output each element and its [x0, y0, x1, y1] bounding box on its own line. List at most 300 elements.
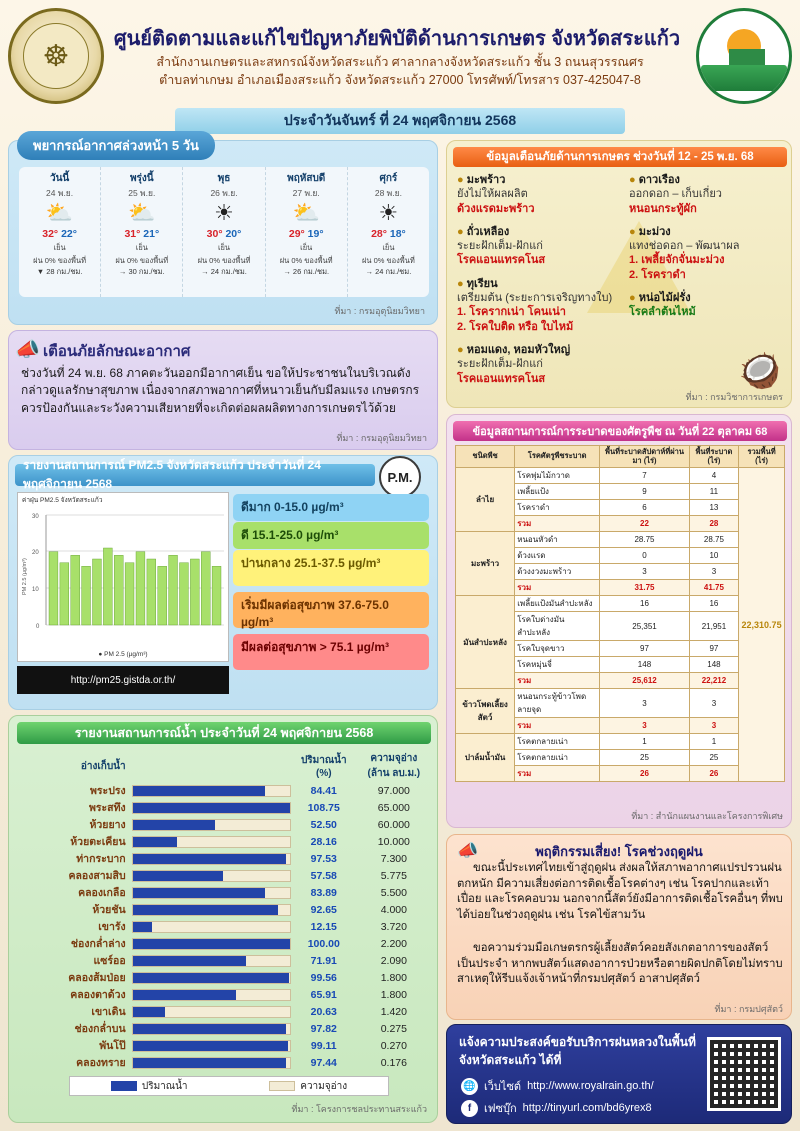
agri-warning-crop: ถั่วเหลือง — [466, 225, 510, 238]
water-row-pct: 84.41 — [310, 784, 337, 797]
table-row — [17, 884, 431, 901]
royal-rain-website-url[interactable]: http://www.royalrain.go.th/ — [527, 1080, 654, 1092]
pm25-level-unhealthy-start: เริ่มมีผลต่อสุขภาพ 37.6-75.0 µg/m³ — [233, 592, 429, 628]
agri-warning-pest: โรคแอนแทรคโนส — [457, 254, 546, 267]
forecast-low: 21° — [143, 228, 160, 240]
agri-warning-stage: ออกดอก – เก็บเกี่ยว — [629, 188, 722, 201]
water-row-pct: 57.58 — [310, 869, 337, 882]
pest-cur-cell: 148 — [689, 657, 738, 673]
agri-warning-item — [629, 291, 789, 320]
pm25-title: รายงานสถานการณ์ PM2.5 จังหวัดสระแก้ว ประจำวันที่ 24 พฤศจิกายน 2568 — [15, 464, 375, 486]
pest-sum-label: รวม — [515, 766, 600, 782]
agri-warning-title: ข้อมูลเตือนภัยด้านการเกษตร ช่วงวันที่ 12 - 25 พ.ย. 68 — [453, 147, 787, 167]
water-row-bar — [132, 918, 291, 935]
pest-prev-cell: 7 — [600, 468, 690, 484]
bullet-icon: ● — [457, 225, 464, 238]
water-row-bar — [132, 952, 291, 969]
water-row-bar — [132, 867, 291, 884]
water-row-cap: 1.800 — [380, 988, 407, 1001]
pest-sum-label: รวม — [515, 673, 600, 689]
forecast-rain: ฝน 0% ของพื้นที่ — [33, 256, 87, 266]
water-row-bar — [132, 1020, 291, 1037]
water-row-name: คลองตาด้วง — [70, 989, 126, 1001]
pest-cur-cell: 25 — [689, 750, 738, 766]
forecast-day — [183, 167, 265, 297]
agri-warning-left-column — [457, 173, 623, 395]
bullet-icon: ● — [457, 343, 464, 356]
forecast-day-name: ศุกร์ — [379, 173, 398, 184]
forecast-source: ที่มา : กรมอุตุนิยมวิทยา — [334, 306, 425, 316]
water-legend-volume: ปริมาณน้ำ — [141, 1080, 188, 1092]
agri-warning-pest: ด้วงแรดมะพร้าว — [457, 202, 535, 215]
page-title: ศูนย์ติดตามและแก้ไขปัญหาภัยพิบัติด้านการเกษตร จังหวัดสระแก้ว — [113, 28, 681, 50]
bullet-icon: ● — [457, 174, 464, 186]
agri-warning-crop: ทุเรียน — [466, 277, 498, 290]
pest-prev-cell: 3 — [600, 689, 690, 718]
water-row-pct: 99.56 — [310, 971, 337, 984]
royal-rain-facebook-label: เฟซบุ๊ก — [484, 1103, 517, 1115]
agri-warning-pest: 1. เพลี้ยจักจั่นมะม่วง — [629, 254, 725, 267]
bullet-icon: ● — [629, 174, 636, 186]
agri-warning-pest: 2. โรคราดำ — [629, 268, 686, 281]
forecast-day-name: พรุ่งนี้ — [129, 173, 154, 184]
pest-prev-cell: 28.75 — [600, 532, 690, 548]
water-col-bar — [132, 750, 291, 782]
water-row-cap: 2.090 — [380, 954, 407, 967]
pest-name-cell: โรคตกลายเน่า — [515, 734, 600, 750]
water-row-bar — [132, 1054, 291, 1071]
qr-code-icon — [707, 1037, 781, 1111]
water-row-cap: 65.000 — [377, 801, 410, 814]
weather-warning-body: ช่วงวันที่ 24 พ.ย. 68 ภาคตะวันออกมีอากาศเย็น ขอให้ประชาชนในบริเวณดังกล่าวดูแลรักษาสุขภาพ เนื่องจากสภาพอากาศที่หนาวเย็นกับมีลมแรง เกษตรกรควรป้องกันและระวังความเสียหายที่จะเกิดต่อผลผลิตทางการเกษตรไว้ด้วย — [21, 366, 420, 415]
water-legend — [69, 1076, 389, 1096]
pest-name-cell: โรคราดำ — [515, 500, 600, 516]
forecast-desc: เย็น — [382, 243, 395, 252]
royal-rain-facebook-url[interactable]: http://tinyurl.com/bd6yrex8 — [522, 1102, 652, 1114]
weather-warning-panel — [8, 330, 438, 450]
pest-sum-prev: 31.75 — [600, 580, 690, 596]
forecast-low: 18° — [389, 228, 406, 240]
forecast-high: 30° — [206, 228, 223, 240]
pest-prev-cell: 97 — [600, 641, 690, 657]
pest-cur-cell: 16 — [689, 596, 738, 612]
pest-name-cell: โรคตกลายเน่า — [515, 750, 600, 766]
forecast-low: 19° — [307, 228, 324, 240]
water-col-name: อ่างเก็บน้ำ — [80, 760, 126, 772]
water-col-pct: ปริมาณน้ำ (%) — [300, 755, 347, 779]
water-row-bar — [132, 816, 291, 833]
weather-icon: ⛅ — [292, 200, 320, 225]
ministry-of-agriculture-seal-icon: ☸ — [8, 8, 104, 104]
weather-icon: ⛅ — [45, 200, 74, 225]
pest-crop-cell: มันสำปะหลัง — [456, 596, 515, 689]
pest-cur-cell: 11 — [689, 484, 738, 500]
table-row — [456, 596, 785, 612]
table-row — [456, 468, 785, 484]
pm25-level-good: ดี 15.1-25.0 µg/m³ — [233, 522, 429, 549]
bullet-icon: ● — [457, 277, 464, 290]
forecast-day — [266, 167, 348, 297]
water-row-name: คลองสามสิบ — [68, 870, 126, 882]
table-row — [17, 782, 431, 799]
svg-text:30: 30 — [32, 514, 39, 520]
megaphone-icon: 📣 — [457, 841, 479, 860]
water-row-cap: 0.176 — [380, 1056, 407, 1069]
pest-name-cell: ด้วงแรด — [515, 548, 600, 564]
pest-sum-label: รวม — [515, 580, 600, 596]
pest-col-crop: ชนิดพืช — [456, 446, 515, 468]
pest-name-cell: โรคหมุ่นจี่ — [515, 657, 600, 673]
water-row-name: ห้วยชัน — [92, 904, 126, 916]
forecast-wind: → 30 กม./ชม. — [118, 267, 165, 277]
water-row-name: ท่ากระบาก — [76, 853, 126, 865]
pest-prev-cell: 25 — [600, 750, 690, 766]
water-title: รายงานสถานการณ์น้ำ ประจำวันที่ 24 พฤศจิกายน 2568 — [17, 722, 431, 744]
pest-sum-label: รวม — [515, 516, 600, 532]
water-row-name: ห้วยตะเคียน — [70, 836, 126, 848]
forecast-wind: → 26 กม./ชม. — [283, 267, 330, 277]
forecast-day-date: 26 พ.ย. — [210, 188, 238, 198]
forecast-wind: ▼ 28 กม./ชม. — [36, 267, 83, 277]
forecast-days — [19, 167, 429, 297]
pest-crop-cell: ลำไย — [456, 468, 515, 532]
pest-name-cell: ด้วงงวงมะพร้าว — [515, 564, 600, 580]
water-row-pct: 12.15 — [310, 920, 337, 933]
pm25-chart-svg — [18, 505, 230, 655]
water-row-bar — [132, 935, 291, 952]
pm25-level-unhealthy: มีผลต่อสุขภาพ > 75.1 µg/m³ — [233, 634, 429, 670]
svg-text:10: 10 — [32, 587, 39, 593]
facebook-icon: f — [461, 1100, 478, 1117]
water-source: ที่มา : โครงการชลประทานสระแก้ว — [291, 1104, 427, 1114]
forecast-wind: → 24 กม./ชม. — [365, 267, 412, 277]
water-row-cap: 1.800 — [380, 971, 407, 984]
pest-prev-cell: 148 — [600, 657, 690, 673]
water-row-pct: 71.91 — [310, 954, 337, 967]
table-row — [456, 532, 785, 548]
agri-warning-crop: มะม่วง — [638, 225, 671, 238]
water-row-name: คลองเกลือ — [78, 887, 126, 899]
svg-text:0: 0 — [36, 624, 40, 630]
water-panel — [8, 715, 438, 1123]
pm25-level-moderate: ปานกลาง 25.1-37.5 µg/m³ — [233, 550, 429, 586]
forecast-day-name: พฤหัสบดี — [287, 173, 326, 184]
water-row-cap: 97.000 — [377, 784, 410, 797]
pest-name-cell: โรคใบด่างมันสำปะหลัง — [515, 612, 600, 641]
forecast-desc: เย็น — [300, 243, 313, 252]
forecast-day — [348, 167, 429, 297]
page-header — [0, 0, 800, 110]
weather-warning-source: ที่มา : กรมอุตุนิยมวิทยา — [336, 433, 427, 443]
water-row-pct: 97.44 — [310, 1056, 337, 1069]
bullet-icon: ● — [629, 292, 636, 305]
agri-warning-item — [457, 277, 623, 334]
forecast-desc: เย็น — [217, 243, 231, 252]
water-row-pct: 20.63 — [310, 1005, 337, 1018]
pest-cur-cell: 28.75 — [689, 532, 738, 548]
pest-col-pest: โรคศัตรูพืชระบาด — [515, 446, 600, 468]
forecast-rain: ฝน 0% ของพื้นที่ — [279, 256, 333, 266]
pest-sum-cur: 3 — [689, 718, 738, 734]
produce-icon: 🥥 — [738, 352, 781, 390]
forecast-high: 31° — [124, 228, 141, 240]
water-row-name: เขารัง — [98, 921, 126, 933]
forecast-low: 20° — [225, 228, 242, 240]
agri-warning-item — [457, 225, 623, 268]
pest-cur-cell: 97 — [689, 641, 738, 657]
agri-warning-stage: ระยะฝักเต็ม-ฝักแก่ — [457, 358, 543, 371]
pest-sum-label: รวม — [515, 718, 600, 734]
forecast-high: 28° — [371, 228, 387, 240]
table-row — [17, 986, 431, 1003]
table-row — [17, 833, 431, 850]
water-row-pct: 99.11 — [310, 1039, 337, 1052]
table-row — [17, 901, 431, 918]
agri-warning-stage: ระยะฝักเต็ม-ฝักแก่ — [457, 240, 543, 253]
forecast-day — [101, 167, 183, 297]
agri-warning-crop: มะพร้าว — [466, 174, 506, 186]
water-col-cap: ความจุอ่าง (ล้าน ลบ.ม.) — [367, 753, 421, 779]
agri-warning-stage: ยังไม่ให้ผลผลิต — [457, 188, 528, 201]
water-row-cap: 60.000 — [377, 818, 410, 831]
agri-warning-item — [629, 173, 789, 216]
pest-prev-cell: 1 — [600, 734, 690, 750]
forecast-rain: ฝน 0% ของพื้นที่ — [197, 256, 251, 266]
pest-sum-cur: 26 — [689, 766, 738, 782]
water-row-cap: 0.275 — [380, 1022, 407, 1035]
water-row-name: แซร์ออ — [93, 955, 126, 967]
royal-rain-facebook-row[interactable] — [461, 1099, 652, 1117]
pest-cur-cell: 21,951 — [689, 612, 738, 641]
weather-icon: ☀ — [378, 200, 399, 225]
forecast-day-date: 25 พ.ย. — [128, 188, 156, 198]
agri-warning-right-column — [629, 173, 789, 329]
agri-warning-item — [457, 173, 623, 216]
table-row — [17, 918, 431, 935]
agri-warning-item — [457, 343, 623, 386]
table-row — [17, 1054, 431, 1071]
water-row-cap: 5.775 — [380, 869, 407, 882]
forecast-wind: → 24 กม./ชม. — [201, 267, 247, 277]
pm25-panel — [8, 455, 438, 710]
pest-prev-cell: 3 — [600, 564, 690, 580]
pm25-chart-legend: ● PM 2.5 (µg/m³) — [98, 651, 148, 658]
agri-warning-pest: 2. โรคใบติด หรือ ใบไหม้ — [457, 320, 574, 333]
table-row — [456, 689, 785, 718]
agri-warning-crop: ดาวเรือง — [638, 174, 680, 186]
water-row-bar — [132, 969, 291, 986]
pest-cur-cell: 1 — [689, 734, 738, 750]
table-row — [17, 1020, 431, 1037]
livestock-paragraph-2: ขอความร่วมมือเกษตรกรผู้เลี้ยงสัตว์คอยสังเกตอาการของสัตว์ เป็นประจำ หากพบสัตว์แสดงอาการป่วยหรือตายผิดปกติโดยไม่ทราบสาเหตุให้รีบแจ้งเจ้าหน้าที่กรมปศุสัตว์ อาสาปศุสัตว์ — [457, 942, 783, 986]
pm25-chart — [17, 492, 229, 662]
pest-source: ที่มา : สำนักแผนงานและโครงการพิเศษ — [631, 811, 783, 821]
water-row-name: ห้วยยาง — [89, 819, 126, 831]
water-row-pct: 92.65 — [310, 903, 337, 916]
water-row-cap: 5.500 — [380, 886, 407, 899]
pest-cur-cell: 4 — [689, 468, 738, 484]
table-row — [17, 935, 431, 952]
table-row — [17, 799, 431, 816]
forecast-rain: ฝน 0% ของพื้นที่ — [115, 256, 169, 266]
table-row — [17, 850, 431, 867]
pest-sum-cur: 41.75 — [689, 580, 738, 596]
pest-grand-total-cell: 22,310.75 — [739, 468, 785, 782]
forecast-day — [19, 167, 101, 297]
water-row-pct: 83.89 — [310, 886, 337, 899]
table-row — [17, 867, 431, 884]
livestock-title: พฤติกรรมเสี่ยง! โรคช่วงฤดูฝน — [535, 844, 703, 859]
agri-warning-stage: เตรียมต้น (ระยะการเจริญทางใบ) — [457, 292, 613, 305]
weather-icon: ⛅ — [128, 200, 156, 225]
livestock-source: ที่มา : กรมปศุสัตว์ — [714, 1004, 783, 1014]
pest-cur-cell: 13 — [689, 500, 738, 516]
water-row-pct: 108.75 — [307, 801, 340, 814]
weather-icon: ☀ — [214, 200, 234, 225]
pest-panel — [446, 414, 792, 828]
pest-crop-cell: ปาล์มน้ำมัน — [456, 734, 515, 782]
forecast-day-name: พุธ — [217, 173, 231, 184]
forecast-day-date: 24 พ.ย. — [46, 188, 74, 198]
pest-crop-cell: ข้าวโพดเลี้ยงสัตว์ — [456, 689, 515, 734]
table-row — [17, 952, 431, 969]
water-row-bar — [132, 901, 291, 918]
globe-icon: 🌐 — [461, 1078, 478, 1095]
water-row-name: พระปรง — [90, 785, 126, 797]
pest-prev-cell: 25,351 — [600, 612, 690, 641]
water-row-cap: 4.000 — [380, 903, 407, 916]
forecast-day-date: 27 พ.ย. — [292, 188, 320, 198]
pest-sum-prev: 22 — [600, 516, 690, 532]
pest-sum-cur: 28 — [689, 516, 738, 532]
royal-rain-website-row[interactable] — [461, 1077, 654, 1095]
header-address-line-1: สำนักงานเกษตรและสหกรณ์จังหวัดสระแก้ว ศาลากลางจังหวัดสระแก้ว ชั้น 3 ถนนสุวรรณศร — [156, 55, 644, 69]
water-row-cap: 2.200 — [380, 937, 407, 950]
water-row-cap: 7.300 — [380, 852, 407, 865]
water-row-bar — [132, 1037, 291, 1054]
water-row-pct: 97.53 — [310, 852, 337, 865]
water-table — [17, 750, 431, 1071]
pest-prev-cell: 0 — [600, 548, 690, 564]
pest-prev-cell: 16 — [600, 596, 690, 612]
forecast-panel — [8, 140, 438, 325]
pest-sum-prev: 25,612 — [600, 673, 690, 689]
water-row-cap: 3.720 — [380, 920, 407, 933]
svg-text:PM 2.5 (µg/m³): PM 2.5 (µg/m³) — [22, 558, 28, 595]
water-row-pct: 52.50 — [310, 818, 337, 831]
pest-name-cell: เพลี้ยแป้งมันสำปะหลัง — [515, 596, 600, 612]
royal-rain-website-label: เว็บไซต์ — [484, 1081, 522, 1093]
pest-sum-cur: 22,212 — [689, 673, 738, 689]
date-bar: ประจำวันจันทร์ ที่ 24 พฤศจิกายน 2568 — [175, 108, 625, 134]
table-row — [17, 1003, 431, 1020]
pest-name-cell: หนอนกระทู้ข้าวโพดลายจุด — [515, 689, 600, 718]
livestock-panel — [446, 834, 792, 1020]
pest-prev-cell: 6 — [600, 500, 690, 516]
agri-warning-source: ที่มา : กรมวิชาการเกษตร — [685, 392, 783, 402]
water-row-name: คลองทราย — [76, 1057, 126, 1069]
forecast-day-name: วันนี้ — [49, 173, 70, 184]
pest-name-cell: หนอนหัวดำ — [515, 532, 600, 548]
water-row-pct: 97.82 — [310, 1022, 337, 1035]
pest-cur-cell: 3 — [689, 689, 738, 718]
pm-badge: P.M. — [379, 456, 421, 498]
water-row-name: พระสทึง — [88, 802, 126, 814]
agri-warning-panel — [446, 140, 792, 408]
water-row-name: ช่องกล่ำล่าง — [70, 938, 126, 950]
pm25-url[interactable]: http://pm25.gistda.or.th/ — [17, 666, 229, 694]
agri-warning-pest: โรคแอนแทรคโนส — [457, 372, 546, 385]
water-row-bar — [132, 799, 291, 816]
table-row — [456, 734, 785, 750]
provincial-logo-icon — [696, 8, 792, 104]
royal-rain-panel — [446, 1024, 792, 1124]
water-row-name: คลองส้มป่อย — [68, 972, 126, 984]
agri-warning-crop: หน่อไม้ฝรั่ง — [638, 292, 691, 305]
svg-text:20: 20 — [32, 550, 39, 556]
forecast-desc: เย็น — [53, 243, 66, 252]
table-row — [17, 1037, 431, 1054]
water-row-cap: 0.270 — [380, 1039, 407, 1052]
agri-warning-stage: แทงช่อดอก – พัฒนาผล — [629, 240, 740, 253]
table-row — [17, 969, 431, 986]
water-row-bar — [132, 850, 291, 867]
header-address-line-2: ตำบลท่าเกษม อำเภอเมืองสระแก้ว จังหวัดสระแก้ว 27000 โทรศัพท์/โทรสาร 037-425047-8 — [159, 73, 641, 87]
agri-warning-item — [629, 225, 789, 282]
pest-col-total: รวมพื้นที่ (ไร่) — [739, 446, 785, 468]
water-row-cap: 1.420 — [380, 1005, 407, 1018]
agri-warning-pest: 1. โรครากเน่า โคนเน่า — [457, 306, 566, 319]
pest-crop-cell: มะพร้าว — [456, 532, 515, 596]
table-row — [17, 816, 431, 833]
pest-prev-cell: 9 — [600, 484, 690, 500]
water-row-bar — [132, 1003, 291, 1020]
water-row-pct: 28.16 — [310, 835, 337, 848]
royal-rain-line-2: จังหวัดสระแก้ว ได้ที่ — [459, 1053, 562, 1067]
pest-col-cur: พื้นที่ระบาด (ไร่) — [689, 446, 738, 468]
royal-rain-line-1: แจ้งความประสงค์ขอรับบริการฝนหลวงในพื้นที่ — [459, 1035, 696, 1049]
water-legend-capacity: ความจุอ่าง — [300, 1080, 348, 1092]
forecast-high: 32° — [42, 228, 59, 240]
pm25-level-very-good: ดีมาก 0-15.0 µg/m³ — [233, 494, 429, 521]
agri-warning-pest: โรคลำต้นไหม้ — [629, 306, 696, 319]
water-row-name: พันโป๊ — [99, 1040, 126, 1052]
pest-title: ข้อมูลสถานการณ์การระบาดของศัตรูพืช ณ วันที่ 22 ตุลาคม 68 — [453, 421, 787, 441]
forecast-low: 22° — [61, 228, 77, 240]
pest-col-prev: พื้นที่ระบาดสัปดาห์ที่ผ่านมา (ไร่) — [600, 446, 690, 468]
water-row-name: ช่องกล่ำบน — [74, 1023, 126, 1035]
water-row-bar — [132, 884, 291, 901]
pest-name-cell: เพลี้ยแป้ง — [515, 484, 600, 500]
pest-name-cell: โรคใบจุดขาว — [515, 641, 600, 657]
water-row-pct: 100.00 — [307, 937, 340, 950]
pm25-chart-title: ค่าฝุ่น PM2.5 จังหวัดสระแก้ว — [22, 497, 103, 504]
megaphone-icon: 📣 — [15, 339, 40, 361]
forecast-day-date: 28 พ.ย. — [374, 188, 402, 198]
water-row-name: เขาเดิน — [91, 1006, 126, 1018]
livestock-paragraph-1: ขณะนี้ประเทศไทยเข้าสู่ฤดูฝน ส่งผลให้สภาพอากาศแปรปรวนฝนตกหนัก มีความเสี่ยงต่อการติดเชื้อโรคต่างๆ เช่น โรคปากและเท้าเปื่อย และโรคคอบวม นอกจากนี้สัตว์ยังมีอาการติดเชื้อโรคอื่นๆ ที่พบได้บ่อยในช่วงฤดูฝน เช่น โรคไข้สามวัน — [457, 862, 783, 921]
forecast-high: 29° — [288, 228, 305, 240]
forecast-title: พยากรณ์อากาศล่วงหน้า 5 วัน — [17, 131, 215, 160]
water-row-bar — [132, 833, 291, 850]
pest-table — [455, 445, 785, 782]
agri-warning-crop: หอมแดง, หอมหัวใหญ่ — [466, 343, 571, 356]
pest-name-cell: โรคพุ่มไม้กวาด — [515, 468, 600, 484]
water-row-cap: 10.000 — [377, 835, 410, 848]
pest-cur-cell: 10 — [689, 548, 738, 564]
forecast-rain: ฝน 0% ของพื้นที่ — [361, 256, 415, 266]
water-row-bar — [132, 782, 291, 799]
